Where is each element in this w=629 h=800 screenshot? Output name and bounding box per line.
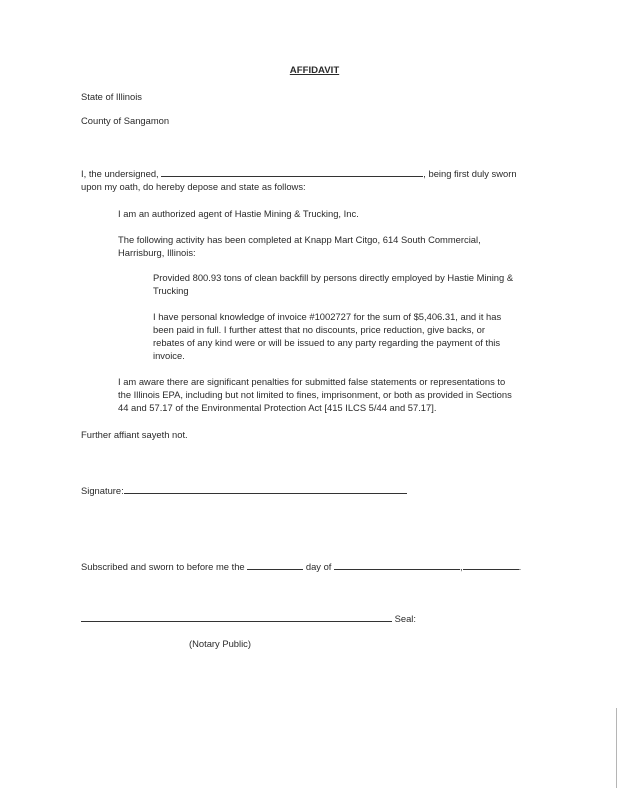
year-blank[interactable] (463, 560, 519, 570)
subscribed-day-of: day of (305, 561, 332, 572)
signature-blank[interactable] (124, 484, 407, 494)
subscribed-row (81, 560, 521, 573)
penalties-line-1: I am aware there are significant penalties for submitted false statements or representations to (118, 376, 506, 387)
invoice-line-1: I have personal knowledge of invoice #1002727 for the sum of $5,406.31, and it has (153, 311, 502, 322)
provided-line-1: Provided 800.93 tons of clean backfill by persons directly employed by Hastie Mining & (153, 272, 514, 283)
intro-prefix: I, the undersigned, (81, 168, 159, 179)
subscribed-period: . (518, 561, 522, 572)
intro-line-1 (81, 167, 517, 180)
document-title: AFFIDAVIT (289, 65, 340, 76)
further-affiant: Further affiant sayeth not. (81, 429, 188, 440)
penalties-line-2: the Illinois EPA, including but not limited to fines, imprisonment, or both as provided in Sections (118, 389, 512, 400)
scan-edge-mark (616, 708, 617, 788)
notary-row (81, 612, 416, 625)
affiant-name-blank[interactable] (161, 167, 423, 177)
agent-statement: I am an authorized agent of Hastie Mining & Trucking, Inc. (118, 208, 359, 219)
invoice-line-2: been paid in full. I further attest that no discounts, price reduction, give backs, or (153, 324, 485, 335)
signature-label: Signature: (81, 485, 124, 496)
county-line: County of Sangamon (81, 115, 170, 126)
signature-row (81, 484, 407, 497)
activity-line-1: The following activity has been completed at Knapp Mart Citgo, 614 South Commercial, (118, 234, 481, 245)
invoice-line-3: rebates of any kind were or will be issued to any party regarding the payment of this (153, 337, 501, 348)
notary-public-label: (Notary Public) (189, 638, 251, 649)
seal-label: Seal: (394, 613, 416, 624)
activity-line-2: Harrisburg, Illinois: (118, 247, 196, 258)
intro-suffix: , being first duly sworn (423, 168, 517, 179)
invoice-line-4: invoice. (153, 350, 185, 361)
subscribed-prefix: Subscribed and sworn to before me the (81, 561, 245, 572)
month-blank[interactable] (334, 560, 460, 570)
state-line: State of Illinois (81, 91, 142, 102)
intro-line-2: upon my oath, do hereby depose and state as follows: (81, 181, 306, 192)
subscribed-comma: , (460, 561, 463, 572)
day-blank[interactable] (247, 560, 303, 570)
penalties-line-3: 44 and 57.17 of the Environmental Protection Act [415 ILCS 5/44 and 57.17]. (118, 402, 437, 413)
notary-signature-blank[interactable] (81, 612, 392, 622)
provided-line-2: Trucking (153, 285, 189, 296)
